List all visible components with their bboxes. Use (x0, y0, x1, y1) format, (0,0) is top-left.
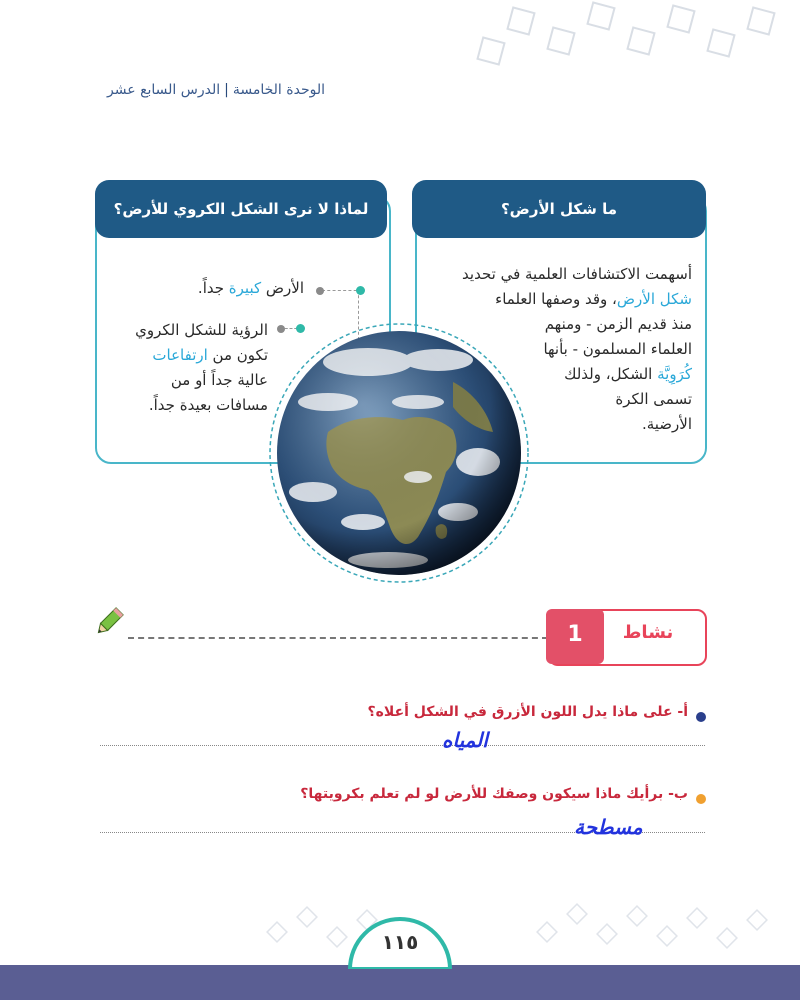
lesson-label: الدرس السابع عشر (107, 82, 221, 98)
text-line: كُرَوِيَّة الشكل، ولذلك (564, 365, 692, 383)
text-line: أسهمت الاكتشافات العلمية في تحديد (462, 265, 692, 283)
why-not-see-card-title: لماذا لا نرى الشكل الكروي للأرض؟ (95, 180, 387, 238)
point-earth-big: الأرض كبيرة جداً. (197, 279, 304, 297)
question-a: أ- على ماذا يدل اللون الأزرق في الشكل أعلاه؟ (367, 704, 688, 720)
answer-line (100, 745, 705, 746)
point-height-distance: الرؤية للشكل الكروي تكون من ارتفاعات عالية جداً أو من مسافات بعيدة جداً. (135, 321, 268, 414)
answer-b: مسطحة (574, 815, 643, 839)
earth-globe-icon (268, 322, 530, 584)
question-bullet (696, 794, 706, 804)
highlight-earth-shape: شكل الأرض (616, 290, 692, 308)
bullet-dot (356, 286, 365, 295)
bullet-dot (316, 287, 324, 295)
decorative-squares-pattern (460, 0, 800, 80)
unit-label: الوحدة الخامسة (232, 82, 325, 98)
text-line: منذ قديم الزمن - ومنهم (544, 315, 692, 333)
text-line: تسمى الكرة (615, 390, 692, 408)
pencil-icon (92, 605, 126, 639)
activity-dashed-line (128, 637, 548, 639)
page-header (5, 82, 325, 98)
highlight-heights: ارتفاعات (152, 346, 208, 364)
highlight-big: كبيرة (228, 279, 262, 297)
earth-shape-card-title: ما شكل الأرض؟ (412, 180, 706, 238)
header-separator: | (224, 82, 229, 98)
text-line: الأرضية. (641, 415, 692, 433)
text-line: شكل الأرض، وقد وصفها العلماء (495, 290, 692, 308)
page-number: ١١٥ (381, 930, 419, 954)
decorative-diamonds-pattern (240, 895, 800, 970)
highlight-spherical: كُرَوِيَّة (657, 365, 692, 383)
activity-number: 1 (546, 609, 604, 664)
question-bullet (696, 712, 706, 722)
answer-a: المياه (442, 728, 488, 752)
question-b: ب- برأيك ماذا سيكون وصفك للأرض لو لم تعلم بكرويتها؟ (300, 786, 688, 802)
text-line: العلماء المسلمون - بأنها (543, 340, 692, 358)
activity-label: نشاط (622, 622, 674, 643)
